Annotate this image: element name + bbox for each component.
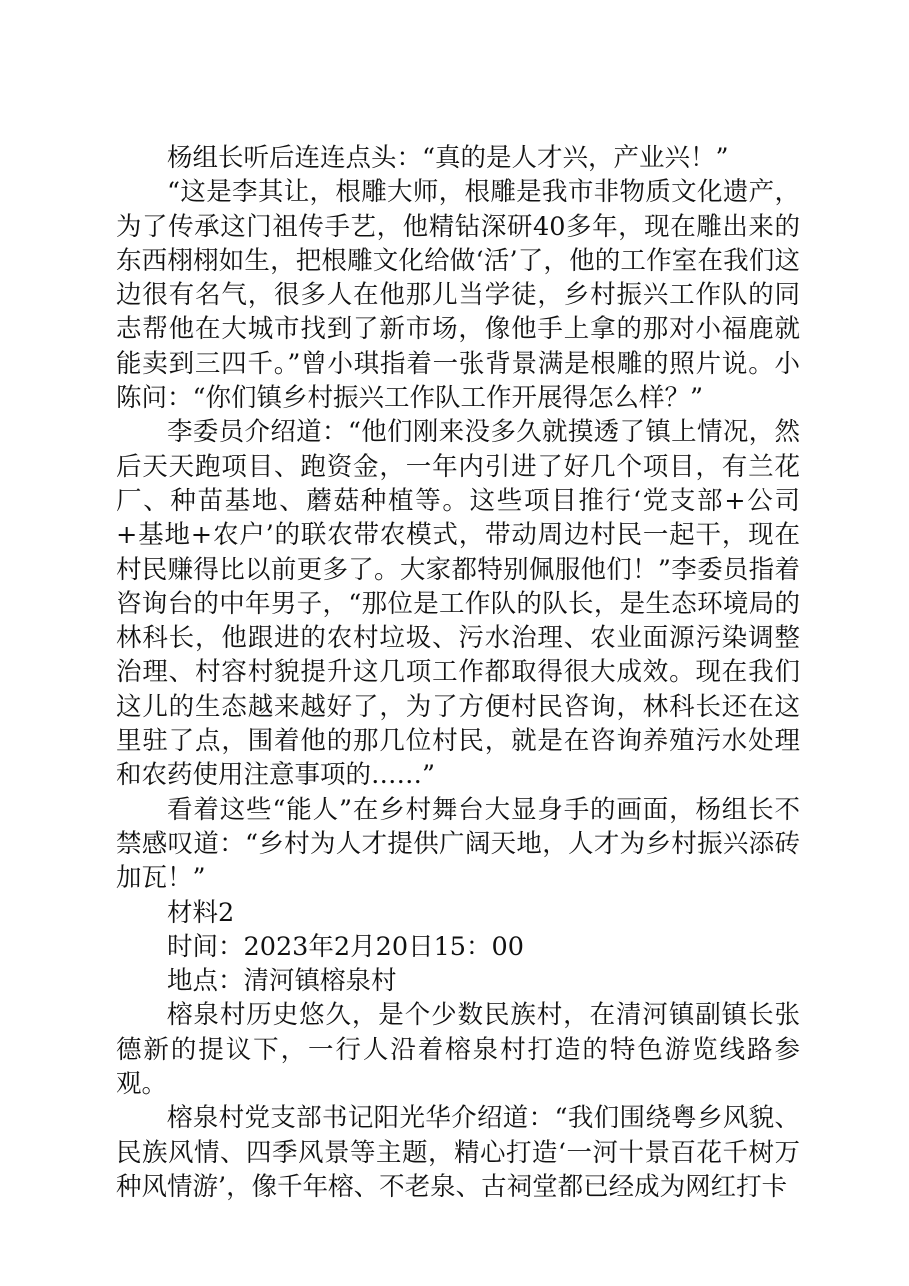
material-location: 地点：清河镇榕泉村 (167, 966, 397, 997)
section-heading-material-2: 材料2 (167, 897, 235, 928)
document-body (116, 141, 800, 1204)
paragraph-rongquan-history: 榕泉村历史悠久，是个少数民族村，在清河镇副镇长张德新的提议下，一行人沿着榕泉村打造的特色游览线路参观。 (116, 1000, 800, 1100)
paragraph-secretary-intro: 榕泉村党支部书记阳光华介绍道：“我们围绕粤乡风貌、民族风情、四季风景等主题，精心打造‘一河十景百花千树万种风情游’，像千年榕、不老泉、古祠堂都已经成为网红打卡 (116, 1103, 800, 1202)
material-time: 时间：2023年2月20日15：00 (167, 931, 524, 962)
paragraph-work-team-intro: 李委员介绍道：“他们刚来没多久就摸透了镇上情况，然后天天跑项目、跑资金，一年内引进了好几个项目，有兰花厂、种苗基地、蘑菇种植等。这些项目推行‘党支部+公司+基地+农户’的联农带农模式，带动周边村民一起干，现在村民赚得比以前更多了。大家都特别佩服他们！”李委员指着咨询台的中年男子，“那位是工作队的队长，是生态环境局的林科长，他跟进的农村垃圾、污水治理、农业面源污染调整治理、村容村貌提升这几项工作都取得很大成效。现在我们这儿的生态越来越好了，为了方便村民咨询，林科长还在这里驻了点，围着他的那几位村民，就是在咨询养殖污水处理和农药使用注意事项的……” (116, 417, 800, 791)
paragraph-yang-nods: 杨组长听后连连点头：“真的是人才兴，产业兴！” (167, 143, 729, 173)
paragraph-root-carving-master: “这是李其让，根雕大师，根雕是我市非物质文化遗产，为了传承这门祖传手艺，他精钻深研40多年，现在雕出来的东西栩栩如生，把根雕文化给做‘活’了，他的工作室在我们这边很有名气，很多人在他那儿当学徒，乡村振兴工作队的同志帮他在大城市找到了新市场，像他手上拿的那对小福鹿就能卖到三四千。”曾小琪指着一张背景满是根雕的照片说。小陈问：“你们镇乡村振兴工作队工作开展得怎么样？” (116, 177, 800, 414)
paragraph-yang-sighs: 看着这些“能人”在乡村舞台大显身手的画面，杨组长不禁感叹道：“乡村为人才提供广阔天地，人才为乡村振兴添砖加瓦！” (116, 794, 800, 894)
